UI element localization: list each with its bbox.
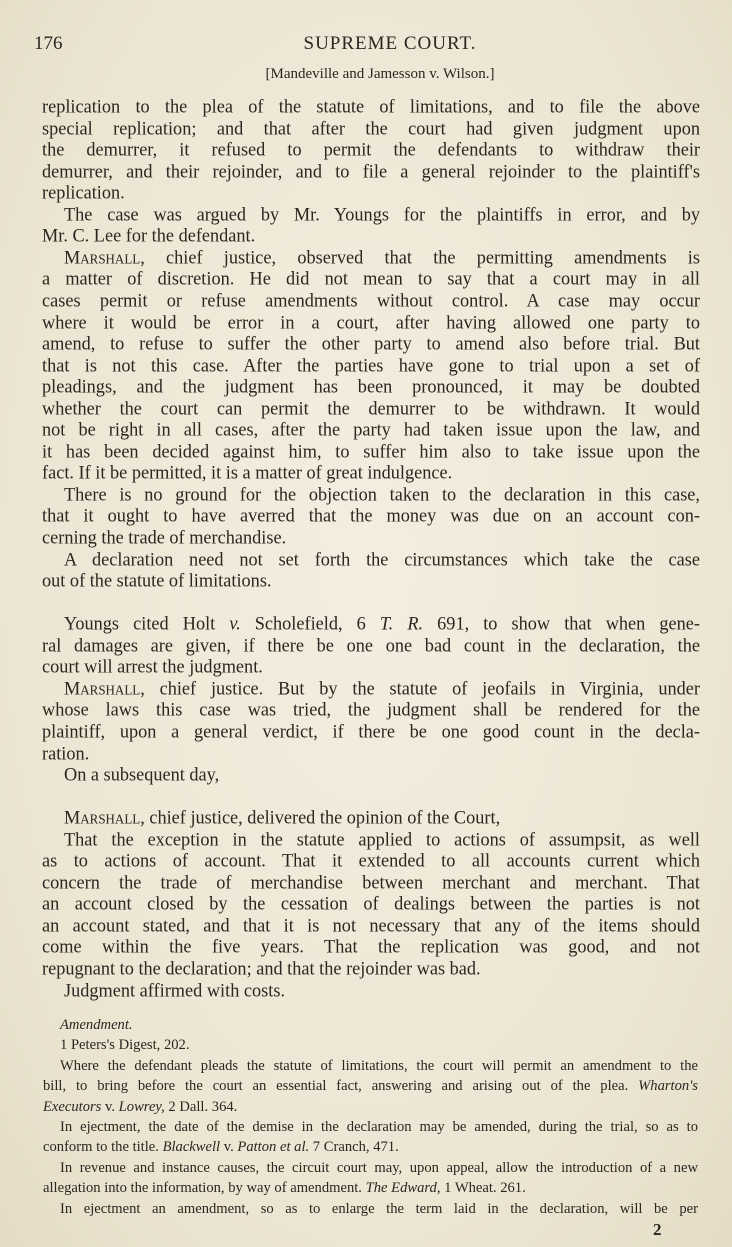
- main_lines-line: [42, 656, 700, 678]
- note_lines-line: [43, 1078, 698, 1095]
- main_lines-line: [42, 268, 700, 290]
- main_lines-line: [42, 160, 700, 182]
- main_lines-line: [42, 570, 700, 592]
- text-run: cases permit or refuse amendments without control. A case may occur: [42, 289, 700, 311]
- main_lines-line: [42, 225, 700, 247]
- main_lines-line: [42, 893, 700, 915]
- text-run: 1 Wheat. 261.: [440, 1180, 526, 1197]
- speaker-name: Marshall: [64, 246, 141, 268]
- main_lines-line: [42, 634, 700, 656]
- text-run: demurrer, and their rejoinder, and to file a general rejoinder to the plaintiff's: [42, 160, 700, 182]
- italic-text: Amendment.: [60, 1017, 133, 1033]
- main_lines-line: [64, 613, 700, 635]
- running-head: SUPREME COURT.: [303, 33, 477, 54]
- text-run: replication to the plea of the statute of limitations, and to file the above: [42, 95, 700, 117]
- text-run: repugnant to the declaration; and that the rejoinder was bad.: [42, 957, 481, 979]
- text-run: allegation into the information, by way of amendment.: [43, 1180, 366, 1197]
- main_lines-line: [42, 462, 700, 484]
- main_lines-line: [42, 914, 700, 936]
- text-run: that is not this case. After the parties have gone to trial upon a set of: [42, 354, 700, 376]
- case-title: [Mandeville and Jamesson v. Wilson.]: [265, 66, 495, 82]
- text-run: whose laws this case was tried, the judgment shall be rendered for the: [42, 698, 700, 720]
- text-run: a matter of discretion. He did not mean to say that a court may in all: [42, 267, 700, 289]
- main_lines-line: [42, 699, 700, 721]
- note_lines-line: [60, 1058, 698, 1075]
- main_lines-line: [42, 957, 700, 979]
- text-run: court will arrest the judgment.: [42, 655, 263, 677]
- text-run: an account stated, and that it is not necessary that any of the items should: [42, 914, 700, 936]
- page-number: 176: [34, 33, 63, 54]
- text-run: concern the trade of merchandise between merchant and merchant. That: [42, 871, 700, 893]
- text-run: Youngs cited Holt: [64, 612, 230, 634]
- text-run: amend, to refuse to suffer the other party to amend also before trial. But: [42, 332, 700, 354]
- speaker-name: Marshall: [64, 806, 141, 828]
- text-run: In ejectment an amendment, so as to enlarge the term laid in the declaration, will be per: [60, 1200, 698, 1217]
- text-run: In revenue and instance causes, the circuit court may, upon appeal, allow the introduction of a new: [60, 1159, 698, 1176]
- text-run: whether the court can permit the demurrer to be withdrawn. It would: [42, 397, 700, 419]
- text-run: fact. If it be permitted, it is a matter of great indulgence.: [42, 461, 453, 483]
- main_lines-line: [42, 333, 700, 355]
- main_lines-line: [64, 548, 700, 570]
- main_lines-line: [42, 850, 700, 872]
- main_lines-line: [42, 397, 700, 419]
- text-run: In ejectment, the date of the demise in the declaration may be amended, during the trial, so as to: [60, 1119, 698, 1135]
- text-run: conform to the title.: [43, 1139, 163, 1156]
- main_lines-line: [64, 203, 700, 225]
- text-run: 691, to show that when gene-: [423, 612, 700, 634]
- main_lines-line: [42, 289, 700, 311]
- text-run: Judgment affirmed with costs.: [64, 979, 286, 1001]
- italic-text: Executors: [43, 1098, 102, 1115]
- text-run: v.: [220, 1139, 238, 1156]
- main_lines-line: [42, 720, 700, 742]
- main_lines-line: [42, 376, 700, 398]
- italic-text: Blackwell: [162, 1139, 221, 1156]
- text-run: special replication; and that after the court had given judgment upon: [42, 117, 700, 139]
- main_lines-line: [42, 505, 700, 527]
- signature-mark: 2: [653, 1220, 662, 1239]
- main_lines-line: [42, 139, 700, 161]
- text-run: cerning the trade of merchandise.: [42, 526, 287, 548]
- text-run: Where the defendant pleads the statute of limitations, the court will permit an amendment to the: [60, 1057, 698, 1074]
- text-run: 7 Cranch, 471.: [309, 1139, 399, 1156]
- text-run: Scholefield, 6: [240, 612, 380, 634]
- text-run: out of the statute of limitations.: [42, 569, 272, 591]
- text-run: come within the five years. That the replication was good, and not: [42, 935, 700, 957]
- main_lines-line: [42, 871, 700, 893]
- main_lines-line: [64, 979, 700, 1001]
- italic-text: Patton et al.: [237, 1139, 310, 1156]
- text-run: , chief justice. But by the statute of jeofails in Virginia, under: [140, 677, 700, 699]
- main_lines-line: [42, 742, 700, 764]
- note_lines-line: [43, 1139, 698, 1156]
- italic-text: The Edward,: [365, 1180, 441, 1197]
- text-run: where it would be error in a court, after having allowed one party to: [42, 310, 700, 332]
- text-run: 2 Dall. 364.: [164, 1098, 238, 1115]
- main_lines-line: [42, 182, 700, 204]
- text-run: , chief justice, observed that the permitting amendments is: [140, 246, 700, 268]
- text-run: That the exception in the statute applied to actions of assumpsit, as well: [64, 828, 700, 850]
- text-run: The case was argued by Mr. Youngs for the plaintiffs in error, and by: [64, 203, 700, 225]
- italic-text: Lowrey,: [118, 1098, 165, 1115]
- text-run: it has been decided against him, to suffer him also to take issue upon the: [42, 440, 700, 462]
- text-run: not be right in all cases, after the party had taken issue upon the law, and: [42, 418, 700, 440]
- note_lines-line: [60, 1201, 698, 1218]
- text-run: A declaration need not set forth the circumstances which take the case: [64, 548, 700, 570]
- italic-text: Wharton's: [638, 1078, 698, 1095]
- italic-text: v.: [229, 612, 241, 634]
- speaker-name: Marshall: [64, 677, 141, 699]
- text-run: replication.: [42, 181, 125, 203]
- text-run: an account closed by the cessation of dealings between the parties is not: [42, 892, 700, 914]
- text-run: Mr. C. Lee for the defendant.: [42, 224, 256, 246]
- note_lines-line: [43, 1180, 698, 1197]
- text-run: On a subsequent day,: [64, 763, 220, 785]
- text-run: , chief justice, delivered the opinion of the Court,: [140, 806, 501, 828]
- main_lines-line: [42, 419, 700, 441]
- main_lines-line: [64, 677, 700, 699]
- note_lines-line: [60, 1119, 698, 1136]
- note_lines-line: [60, 1037, 698, 1054]
- text-run: 1 Peters's Digest, 202.: [60, 1037, 190, 1054]
- note_lines-line: [43, 1099, 698, 1116]
- note_lines-line: [60, 1017, 698, 1034]
- main_lines-line: [42, 117, 700, 139]
- main_lines-line: [64, 828, 700, 850]
- text-run: bill, to bring before the court an essential fact, answering and arising out of the plea.: [43, 1078, 639, 1095]
- note_lines-line: [60, 1160, 698, 1177]
- main_lines-line: [42, 311, 700, 333]
- main_lines-line: [42, 936, 700, 958]
- text-run: v.: [101, 1098, 119, 1115]
- main_lines-line: [64, 483, 700, 505]
- italic-text: T. R.: [379, 612, 424, 634]
- main_lines-line: [64, 246, 700, 268]
- main_lines-line: [42, 95, 700, 117]
- main_lines-line: [64, 764, 700, 786]
- main_lines-line: [42, 440, 700, 462]
- text-run: as to actions of account. That it extended to all accounts current which: [42, 849, 700, 871]
- text-run: pleadings, and the judgment has been pronounced, it may be doubted: [42, 375, 700, 397]
- main_lines-line: [42, 526, 700, 548]
- text-run: ration.: [42, 741, 90, 763]
- text-run: ral damages are given, if there be one one bad count in the declaration, the: [42, 634, 700, 656]
- text-run: the demurrer, it refused to permit the defendants to withdraw their: [42, 138, 700, 160]
- main_lines-line: [64, 807, 700, 829]
- text-run: plaintiff, upon a general verdict, if there be one good count in the decla-: [42, 720, 700, 742]
- text-run: There is no ground for the objection taken to the declaration in this case,: [64, 483, 700, 505]
- text-run: that it ought to have averred that the money was due on an account con-: [42, 504, 700, 526]
- main_lines-line: [42, 354, 700, 376]
